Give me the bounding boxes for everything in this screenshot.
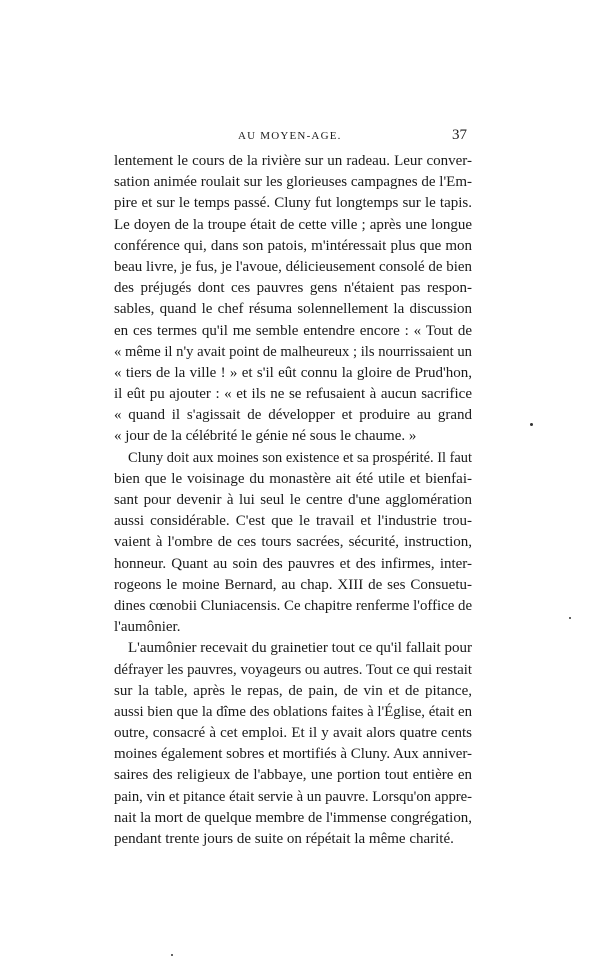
text-line: L'aumônier recevait du grainetier tout ce qu'il fallait pour	[128, 640, 472, 657]
text-line: Cluny doit aux moines son existence et sa prospérité. Il faut	[128, 449, 472, 466]
running-head	[0, 127, 600, 150]
text-line: il eût pu ajouter : « et ils ne se refusaient à aucun sacrifice	[114, 386, 472, 403]
text-line: « quand il s'agissait de développer et produire au grand	[114, 407, 472, 424]
text-line: des préjugés dont ces pauvres gens n'étaient pas respon-	[114, 280, 472, 297]
text-line: aussi bien que la dîme des oblations faites à l'Église, était en	[114, 703, 472, 720]
text-line: beau livre, je fus, je l'avoue, délicieusement consolé de bien	[114, 258, 472, 275]
text-line: « tiers de la ville ! » et s'il eût connu la gloire de Prud'hon,	[114, 364, 472, 381]
text-line: défrayer les pauvres, voyageurs ou autres. Tout ce qui restait	[114, 661, 472, 678]
body-text	[114, 151, 472, 850]
text-line: rogeons le moine Bernard, au chap. XIII de ses Consuetu-	[114, 576, 472, 593]
text-line: pire et sur le temps passé. Cluny fut longtemps sur le tapis.	[114, 195, 472, 212]
text-line: l'aumônier.	[114, 619, 181, 636]
text-line: vaient à l'ombre de ces tours sacrées, sécurité, instruction,	[114, 534, 472, 551]
text-line: pain, vin et pitance était servie à un pauvre. Lorsqu'on appre-	[114, 788, 472, 805]
text-line: lentement le cours de la rivière sur un radeau. Leur conver-	[114, 153, 472, 169]
text-line: « jour de la célébrité le génie né sous le chaume. »	[114, 428, 417, 445]
text-line: aussi considérable. C'est que le travail et l'industrie trou-	[114, 513, 472, 530]
text-line: sation animée roulait sur les glorieuses campagnes de l'Em-	[114, 174, 472, 191]
text-line: sur la table, après le repas, de pain, de vin et de pitance,	[114, 682, 472, 699]
text-line: bien que le voisinage du monastère ait été utile et bienfai-	[114, 470, 472, 487]
text-line: « même il n'y avait point de malheureux ; ils nourrissaient un	[114, 343, 472, 360]
text-line: saires des religieux de l'abbaye, une portion tout entière en	[114, 767, 472, 784]
text-line: en ces termes qu'il me semble entendre encore : « Tout de	[114, 322, 472, 339]
text-line: moines également sobres et mortifiés à Cluny. Aux anniver-	[114, 746, 472, 763]
running-title: AU MOYEN-AGE.	[238, 130, 342, 142]
text-line: pendant trente jours de suite on répétait la même charité.	[114, 831, 454, 847]
text-line: nait la mort de quelque membre de l'immense congrégation,	[114, 809, 472, 826]
print-speck	[171, 954, 173, 956]
text-line: honneur. Quant au soin des pauvres et des infirmes, inter-	[114, 555, 472, 572]
print-speck	[530, 423, 533, 426]
text-line: conférence qui, dans son patois, m'intéressait plus que mon	[114, 237, 472, 254]
print-speck	[569, 617, 571, 619]
text-line: dines cœnobii Cluniacensis. Ce chapitre renferme l'office de	[114, 597, 473, 614]
text-line: Le doyen de la troupe était de cette ville ; après une longue	[114, 216, 472, 233]
text-line: sables, quand le chef résuma solennellement la discussion	[114, 301, 472, 318]
text-line: outre, consacré à cet emploi. Et il y avait alors quatre cents	[114, 725, 472, 742]
page-number: 37	[452, 127, 467, 143]
text-line: sant pour devenir à lui seul le centre d'une agglomération	[114, 492, 472, 508]
